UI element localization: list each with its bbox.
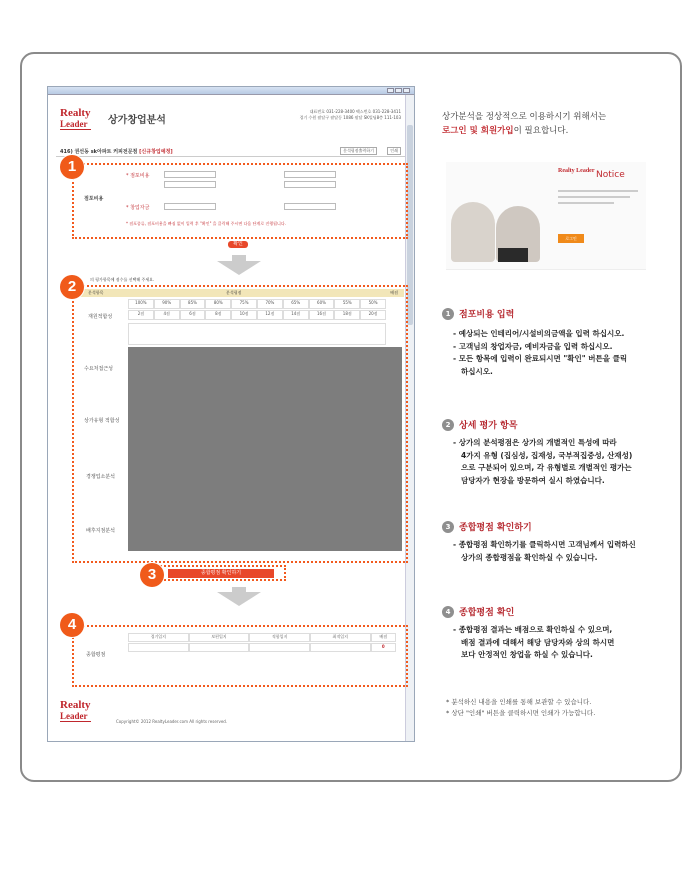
store-address: 416) 권선동 sk아파트 커피전문점 [신규창업예정]: [60, 149, 173, 155]
reserve-fund-input[interactable]: [284, 203, 336, 210]
address-bar: [56, 145, 405, 157]
notice-login-button[interactable]: 로그인: [558, 234, 584, 243]
total-score-button[interactable]: 종합평점 확인하기: [168, 569, 274, 578]
section1-row1: * 점포비용: [126, 173, 150, 179]
intro-line1: 상가분석을 정상적으로 이용하시기 위해서는: [442, 112, 607, 122]
section2-header: 분석항목 분석평점 배점: [76, 289, 404, 297]
intro-line2: 로그인 및 회원가입이 필요합니다.: [442, 126, 569, 136]
section1-note: * 점포종류, 점포비용을 빠짐 없이 입력 후 "확인" 을 클릭해 주시면 다음 단계로 진행됩니다.: [126, 221, 286, 226]
foot-note-2: * 상단 "인쇄" 버튼을 클릭하시면 인쇄가 가능합니다.: [446, 709, 596, 717]
notice-title: Notice: [596, 170, 625, 180]
interior-input[interactable]: [164, 181, 216, 188]
row-label-3: 상가유형 적합성: [84, 418, 120, 424]
deposit-input[interactable]: [164, 171, 216, 178]
section1-title: 1 점포비용 입력: [442, 307, 514, 320]
section1-row2: * 창업자금: [126, 205, 150, 211]
header-address: 경기 수원 팔달구 팔달동 1086 팔달 SK빌딩8층 111-103: [299, 115, 401, 120]
section1-body: - 예상되는 인테리어/시설비의금액을 입력 하십시오. - 고객님의 창업자금, 예비자금을 입력 하십시오. - 모든 항목에 입력이 완료되시면 "확인" 버튼을 클릭 하십시오.: [453, 329, 628, 376]
row-label-1: 재원적합성: [88, 314, 113, 320]
locked-score-area: [128, 347, 402, 551]
section4-num: 4: [442, 606, 454, 618]
row-label-4: 경쟁업소분석: [86, 474, 115, 480]
section3-num: 3: [442, 521, 454, 533]
logo-top: Realty: [60, 107, 91, 119]
section2-body: - 상가의 분석평점은 상가의 개별적인 특성에 따라 4가지 유형 (집심성, 집재성, 국부적집중성, 산재성) 으로 구분되어 있으며, 각 유형별로 개별적인 평가는 담당자가 현장을 방문하여 실시 하였습니다.: [453, 438, 633, 485]
site-title: 상가창업분석: [108, 115, 166, 126]
step-2-badge: 2: [60, 275, 84, 299]
section1-label: 점포비용: [84, 196, 104, 202]
premium-input[interactable]: [284, 171, 336, 178]
notice-text: [558, 190, 638, 214]
window-content: [56, 95, 405, 741]
section4-scores: 0: [128, 643, 396, 652]
row1-note: [128, 323, 386, 345]
confirm-button[interactable]: 확인: [228, 241, 248, 248]
section2-caption: 의 평가항목에 점수를 선택해 주세요.: [90, 277, 155, 282]
notice-logo: Realty Leader: [558, 168, 595, 174]
intro-text: [442, 110, 672, 138]
score-row[interactable]: 2점 4점 6점 8점 10점 12점 14점 16점 18점 20점: [128, 310, 386, 320]
section4-body: - 종합평점 결과는 배점으로 확인하실 수 있으며, 배점 결과에 대해서 해당 담당자와 상의 하시면 보다 안정적인 창업을 하실 수 있습니다.: [453, 625, 615, 659]
section3-body: - 종합평점 확인하기를 클릭하시면 고객님께서 입력하신 상가의 종합평점을 확인하실 수 있습니다.: [453, 540, 636, 562]
window-titlebar: [48, 87, 414, 95]
site-logo[interactable]: [60, 107, 91, 130]
footer-logo[interactable]: Realty Leader: [60, 699, 91, 721]
pct-row: 100% 90% 85% 80% 75% 70% 65% 60% 55% 50%: [128, 299, 386, 309]
section2-title: 2 상세 평가 항목: [442, 418, 517, 431]
footer-copyright: Copyright© 2012 RealtyLeader.com All rights reserved.: [116, 719, 228, 724]
section1-num: 1: [442, 308, 454, 320]
foot-note-1: * 분석하신 내용을 인쇄를 통해 보관할 수 있습니다.: [446, 698, 592, 706]
arrow-down-icon-2: [217, 592, 261, 606]
logo-bottom: Leader: [60, 119, 91, 130]
step-3-badge: 3: [140, 563, 164, 587]
step-1-badge: 1: [60, 155, 84, 179]
person-illustration-icon: [451, 202, 495, 262]
analysis-print-button[interactable]: 분석평점출력하기: [340, 147, 377, 155]
notice-illustration: [446, 162, 646, 270]
row-label-2: 수요처접근성: [84, 366, 113, 372]
section1-box: [72, 163, 408, 239]
header-info: [300, 109, 401, 121]
foot-notes: [446, 697, 595, 719]
section4-cols: 경기입지 보편입지 적합입지 최적입지 배점: [128, 633, 396, 642]
header-phone: 대표번호 031-228-3400 팩스번호 031-228-3411: [309, 109, 401, 114]
maximize-icon[interactable]: [395, 88, 402, 93]
row-label-5: 배후지점분석: [86, 528, 115, 534]
section2-num: 2: [442, 419, 454, 431]
section4-title: 4 종합평점 확인: [442, 605, 514, 618]
print-button[interactable]: 인쇄: [387, 147, 401, 155]
minimize-icon[interactable]: [387, 88, 394, 93]
laptop-icon: [498, 248, 528, 262]
close-icon[interactable]: [403, 88, 410, 93]
section4-label: 종합평점: [86, 652, 106, 658]
arrow-down-icon: [217, 261, 261, 275]
step-4-badge: 4: [60, 613, 84, 637]
screenshot-window: [47, 86, 415, 742]
section3-title: 3 종합평점 확인하기: [442, 520, 532, 533]
startup-fund-input[interactable]: [164, 203, 216, 210]
rent-input[interactable]: [284, 181, 336, 188]
